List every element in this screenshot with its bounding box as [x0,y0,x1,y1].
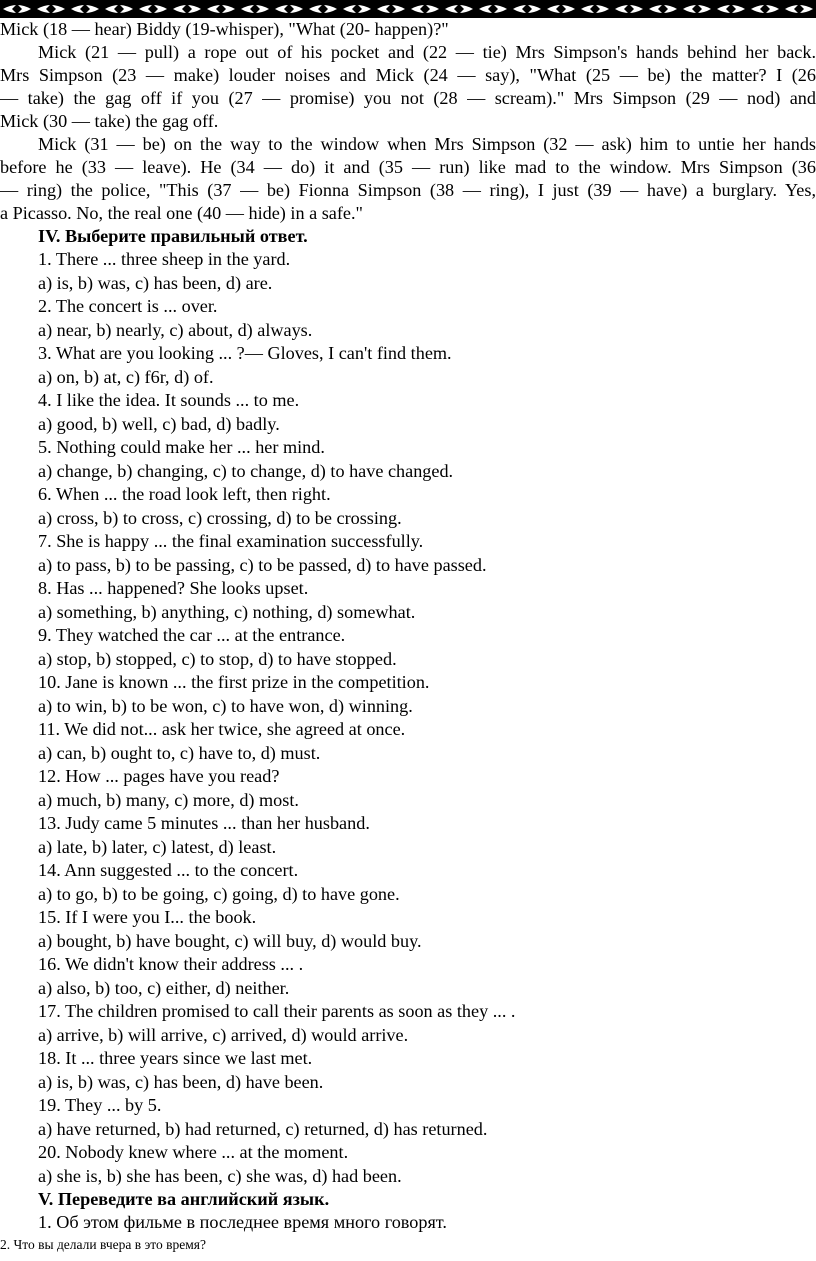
question-text: 11. We did not... ask her twice, she agreed at once. [38,719,406,739]
answer-options: a) much, b) many, c) more, d) most. [38,789,299,810]
question-text: 10. Jane is known ... the first prize in the competition. [38,672,430,692]
story-line: before he (33 — leave). He (34 — do) it and (35 — run) like mad to the window. Mrs Simpson (36 [0,157,816,177]
question-text: 20. Nobody knew where ... at the moment. [38,1142,349,1162]
question-text: 17. The children promised to call their parents as soon as they ... . [38,1001,516,1021]
story-line: Mrs Simpson (23 — make) louder noises and Mick (24 — say), "What (25 — be) the matter? I (26 [0,65,816,85]
translation-item: 2. Что вы делали вчера в это время? [0,1237,206,1252]
question-text: 16. We didn't know their address ... . [38,954,304,974]
section-4-heading: IV. Выберите правильный ответ. [38,226,308,246]
question-text: 9. They watched the car ... at the entrance. [38,625,346,645]
answer-options: a) cross, b) to cross, c) crossing, d) to be crossing. [38,507,402,528]
answer-options: a) can, b) ought to, c) have to, d) must. [38,742,321,763]
answer-options: a) good, b) well, c) bad, d) badly. [38,413,280,434]
question-text: 14. Ann suggested ... to the concert. [38,860,299,880]
question-text: 2. The concert is ... over. [38,296,218,316]
story-line: Mick (31 — be) on the way to the window when Mrs Simpson (32 — ask) him to untie her hands [38,134,816,154]
answer-options: a) stop, b) stopped, c) to stop, d) to have stopped. [38,648,397,669]
answer-options: a) to pass, b) to be passing, c) to be passed, d) to have passed. [38,554,487,575]
question-text: 5. Nothing could make her ... her mind. [38,437,325,457]
question-text: 18. It ... three years since we last met. [38,1048,313,1068]
answer-options: a) is, b) was, c) has been, d) are. [38,272,273,293]
answer-options: a) to go, b) to be going, c) going, d) to have gone. [38,883,400,904]
question-text: 19. They ... by 5. [38,1095,162,1115]
story-line: — ring) the police, "This (37 — be) Fionna Simpson (38 — ring), I just (39 — have) a burglary. Yes, [0,180,816,200]
question-text: 7. She is happy ... the final examination successfully. [38,531,424,551]
story-line: Mick (18 — hear) Biddy (19-whisper), "What (20- happen)?" [0,19,449,39]
story-line: — take) the gag off if you (27 — promise) you not (28 — scream)." Mrs Simpson (29 — nod) and [0,88,816,108]
question-text: 3. What are you looking ... ?— Gloves, I can't find them. [38,343,452,363]
answer-options: a) change, b) changing, c) to change, d) to have changed. [38,460,454,481]
answer-options: a) near, b) nearly, c) about, d) always. [38,319,313,340]
question-text: 1. There ... three sheep in the yard. [38,249,291,269]
answer-options: a) is, b) was, c) has been, d) have been. [38,1071,324,1092]
question-text: 13. Judy came 5 minutes ... than her husband. [38,813,370,833]
answer-options: a) on, b) at, c) f6r, d) of. [38,366,214,387]
question-text: 6. When ... the road look left, then right. [38,484,331,504]
answer-options: a) have returned, b) had returned, c) returned, d) has returned. [38,1118,488,1139]
question-text: 15. If I were you I... the book. [38,907,257,927]
answer-options: a) also, b) too, c) either, d) neither. [38,977,290,998]
story-line: Mick (21 — pull) a rope out of his pocket and (22 — tie) Mrs Simpson's hands behind her back. [38,42,816,62]
answer-options: a) arrive, b) will arrive, c) arrived, d) would arrive. [38,1024,409,1045]
answer-options: a) late, b) later, c) latest, d) least. [38,836,277,857]
border-pattern [0,0,816,18]
story-line: Mick (30 — take) the gag off. [0,111,219,131]
question-text: 12. How ... pages have you read? [38,766,280,786]
question-text: 8. Has ... happened? She looks upset. [38,578,309,598]
decorative-border [0,0,816,18]
story-line: a Picasso. No, the real one (40 — hide) in a safe." [0,203,363,223]
translation-item: 1. Об этом фильме в последнее время много говорят. [38,1212,447,1232]
answer-options: a) something, b) anything, c) nothing, d) somewhat. [38,601,416,622]
question-text: 4. I like the idea. It sounds ... to me. [38,390,300,410]
answer-options: a) to win, b) to be won, c) to have won, d) winning. [38,695,413,716]
section-5-heading: V. Переведите ва английский язык. [38,1189,330,1209]
answer-options: a) bought, b) have bought, c) will buy, d) would buy. [38,930,422,951]
answer-options: a) she is, b) she has been, c) she was, d) had been. [38,1165,402,1186]
